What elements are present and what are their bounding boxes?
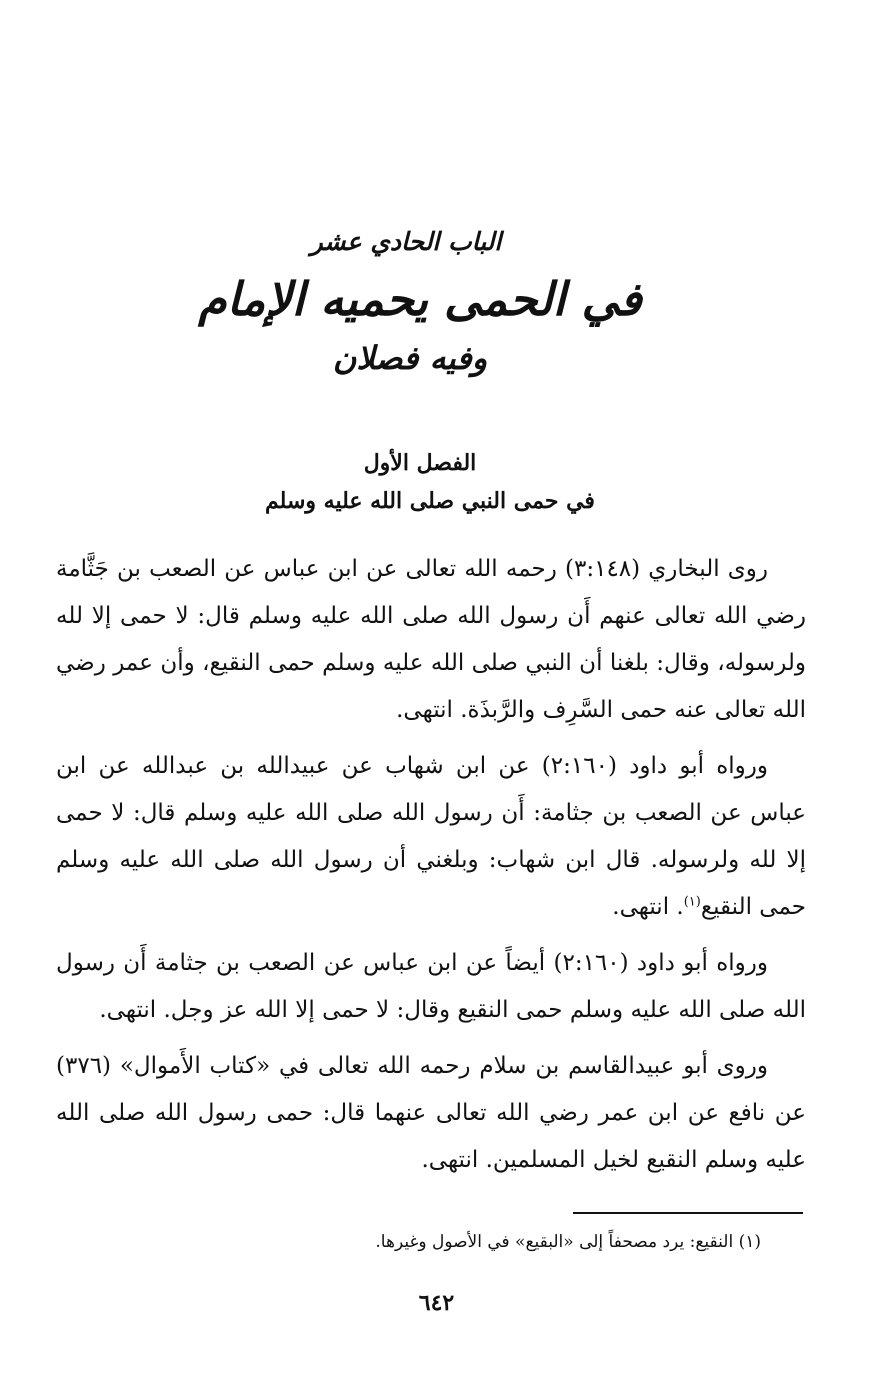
page-number: ٦٤٢ bbox=[418, 1290, 455, 1316]
footnote: (١) النقيع: يرد مصحفاً إلى «البقيع» في الأصول وغيرها. bbox=[375, 1232, 761, 1252]
chapter-subtitle: وفيه فصلان bbox=[332, 339, 488, 377]
chapter-heading bbox=[200, 218, 680, 384]
paragraph-abu-ubaid: وروى أبو عبيدالقاسم بن سلام رحمه الله تعالى في «كتاب الأَموال» (٣٧٦) عن نافع عن ابن عمر رضي الله تعالى عنهما قال: حمى رسول الله صلى الله عليه وسلم النقيع لخيل المسلمين. انتهى. bbox=[56, 1053, 806, 1173]
chapter-title: في الحمى يحميه الإمام bbox=[198, 272, 642, 326]
paragraph-abu-dawud-1-text: ورواه أبو داود (٢:١٦٠) عن ابن شهاب عن عبيدالله بن عبدالله عن ابن عباس عن الصعب بن جثامة: أَن رسول الله صلى الله عليه وسلم قال: لا حمى إلا لله ولرسوله. قال ابن شهاب: وبلغني أن رسول الله صلى الله عليه وسلم حمى النقيع bbox=[56, 753, 806, 920]
footnote-divider bbox=[573, 1212, 803, 1214]
paragraph-bukhari: روى البخاري (٣:١٤٨) رحمه الله تعالى عن ابن عباس عن الصعب بن جَثَّامة رضي الله تعالى عنهم أَن رسول الله صلى الله عليه وسلم قال: لا حمى إلا لله ولرسوله، وقال: بلغنا أن النبي صلى الله عليه وسلم حمى النقيع، وأن عمر رضي الله تعالى عنه حمى السَّرِف والرَّبذَة. انتهى. bbox=[56, 556, 806, 723]
body-text bbox=[56, 546, 806, 1193]
paragraph-abu-dawud-2: ورواه أبو داود (٢:١٦٠) أيضاً عن ابن عباس عن الصعب بن جثامة أَن رسول الله صلى الله عليه وسلم حمى النقيع وقال: لا حمى إلا الله عز وجل. انتهى. bbox=[56, 950, 806, 1023]
section-heading bbox=[150, 444, 710, 520]
footnote-reference: (١) bbox=[683, 894, 701, 910]
section-subtitle: في حمى النبي صلى الله عليه وسلم bbox=[265, 488, 595, 514]
paragraph-abu-dawud-1 bbox=[56, 743, 806, 931]
section-title: الفصل الأول bbox=[363, 450, 477, 476]
paragraph-abu-dawud-1-end: . انتهى. bbox=[612, 894, 684, 920]
chapter-number: الباب الحادي عشر bbox=[310, 227, 502, 256]
